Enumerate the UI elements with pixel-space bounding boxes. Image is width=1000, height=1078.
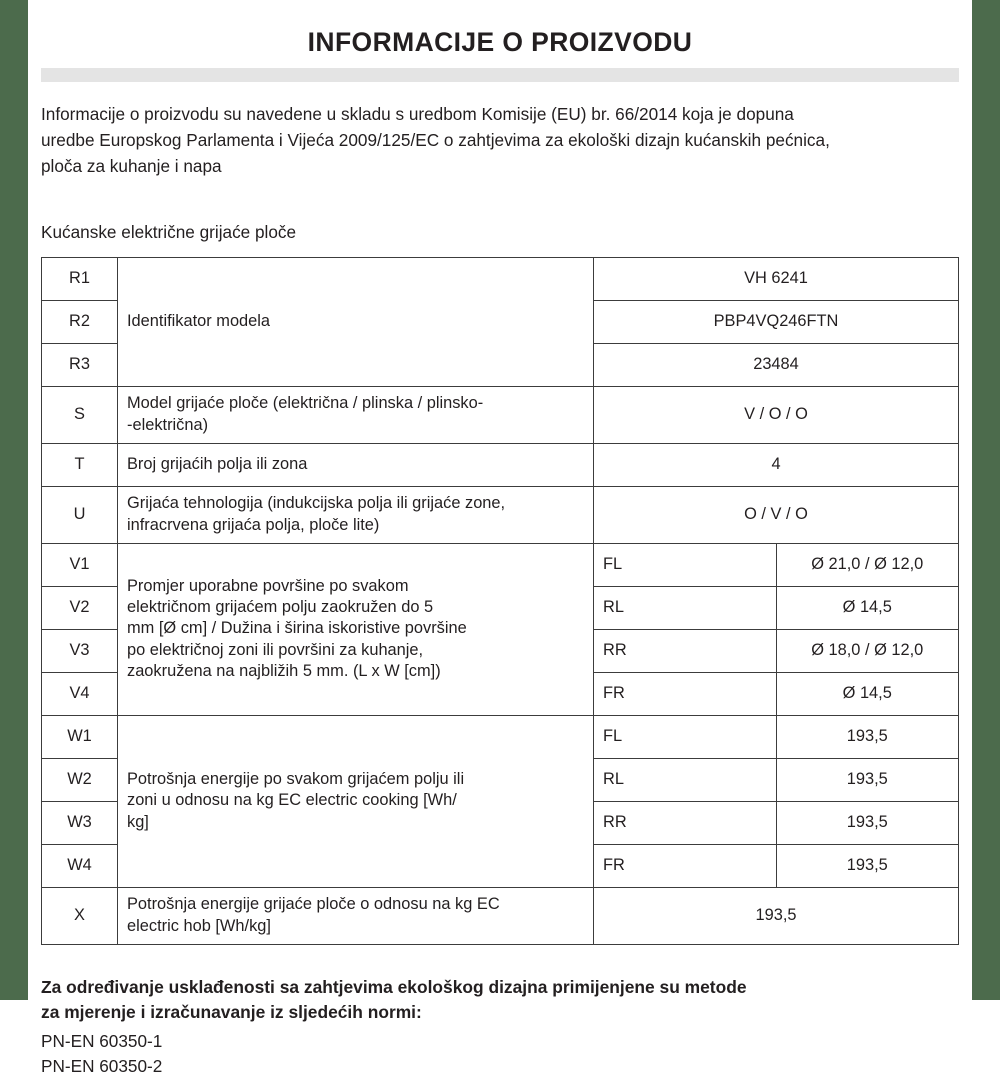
row-code-w1: W1: [42, 715, 118, 758]
row-value-t: 4: [594, 443, 959, 486]
table-row: [42, 386, 959, 443]
desc-line: mm [Ø cm] / Dužina i širina iskoristive površine: [127, 619, 467, 638]
row-value-r3: 23484: [594, 343, 959, 386]
row-position-v1: FL: [594, 543, 777, 586]
intro-paragraph: [41, 101, 959, 179]
intro-line-2: uredbe Europskog Parlamenta i Vijeća 2009/125/EC o zahtjevima za ekološki dizajn kućanskih pećnica,: [41, 130, 830, 151]
desc-line: electric hob [Wh/kg]: [127, 916, 271, 935]
row-value-v2: Ø 14,5: [776, 586, 959, 629]
row-value-w4: 193,5: [776, 844, 959, 887]
row-value-r1: VH 6241: [594, 257, 959, 300]
desc-line: Model grijaće ploče (električna / plinska / plinsko-: [127, 394, 484, 413]
row-code-v3: V3: [42, 629, 118, 672]
table-row: [42, 443, 959, 486]
row-description-energy-consumption-hob: [118, 887, 594, 944]
row-value-v3: Ø 18,0 / Ø 12,0: [776, 629, 959, 672]
table-row: [42, 257, 959, 300]
desc-line: Potrošnja energije grijaće ploče o odnosu na kg EC: [127, 895, 500, 914]
title-divider: [41, 68, 959, 82]
row-position-w1: FL: [594, 715, 777, 758]
row-value-w2: 193,5: [776, 758, 959, 801]
row-value-w3: 193,5: [776, 801, 959, 844]
row-code-r3: R3: [42, 343, 118, 386]
row-description-number-of-zones: Broj grijaćih polja ili zona: [118, 443, 594, 486]
row-position-w4: FR: [594, 844, 777, 887]
row-description-model-identifier: Identifikator modela: [118, 257, 594, 386]
row-description-heating-technology: [118, 486, 594, 543]
intro-line-3: ploča za kuhanje i napa: [41, 156, 222, 177]
row-code-t: T: [42, 443, 118, 486]
row-code-w2: W2: [42, 758, 118, 801]
table-row: [42, 715, 959, 758]
row-code-v4: V4: [42, 672, 118, 715]
row-position-w2: RL: [594, 758, 777, 801]
desc-line: Promjer uporabne površine po svakom: [127, 576, 409, 595]
desc-line: kg]: [127, 812, 149, 831]
row-position-v4: FR: [594, 672, 777, 715]
row-code-v2: V2: [42, 586, 118, 629]
desc-line: Grijaća tehnologija (indukcijska polja ili grijaće zone,: [127, 494, 506, 513]
desc-line: infracrvena grijaća polja, ploče lite): [127, 515, 380, 534]
row-code-w4: W4: [42, 844, 118, 887]
desc-line: zaokružena na najbližih 5 mm. (L x W [cm]): [127, 662, 441, 681]
row-value-w1: 193,5: [776, 715, 959, 758]
table-row: [42, 543, 959, 586]
row-value-u: O / V / O: [594, 486, 959, 543]
row-code-x: X: [42, 887, 118, 944]
standard-item: PN-EN 60350-2: [41, 1055, 163, 1076]
table-row: [42, 887, 959, 944]
row-code-v1: V1: [42, 543, 118, 586]
row-code-w3: W3: [42, 801, 118, 844]
row-description-useful-surface-diameter: [118, 543, 594, 715]
intro-line-1: Informacije o proizvodu su navedene u skladu s uredbom Komisije (EU) br. 66/2014 koja je dopuna: [41, 104, 794, 125]
compliance-note-line-2: za mjerenje i izračunavanje iz sljedećih normi:: [41, 1001, 422, 1022]
row-description-hob-type: [118, 386, 594, 443]
document-content: [41, 0, 959, 1078]
document-sheet: [28, 0, 972, 1076]
desc-line: zoni u odnosu na kg EC electric cooking [Wh/: [127, 791, 457, 810]
row-code-r2: R2: [42, 300, 118, 343]
row-code-u: U: [42, 486, 118, 543]
section-subheading: Kućanske električne grijaće ploče: [41, 221, 297, 242]
desc-line: električnom grijaćem polju zaokružen do 5: [127, 598, 434, 617]
row-position-v3: RR: [594, 629, 777, 672]
page-title: INFORMACIJE O PROIZVODU: [307, 27, 693, 57]
compliance-note-line-1: Za određivanje usklađenosti sa zahtjevima ekološkog dizajna primijenjene su metode: [41, 976, 747, 997]
row-value-x: 193,5: [594, 887, 959, 944]
desc-line: Potrošnja energije po svakom grijaćem polju ili: [127, 770, 465, 789]
product-specification-table: [41, 257, 959, 945]
row-description-energy-consumption-per-zone: [118, 715, 594, 887]
row-value-v1: Ø 21,0 / Ø 12,0: [776, 543, 959, 586]
desc-line: po električnoj zoni ili površini za kuhanje,: [127, 640, 424, 659]
row-code-s: S: [42, 386, 118, 443]
row-value-r2: PBP4VQ246FTN: [594, 300, 959, 343]
row-value-s: V / O / O: [594, 386, 959, 443]
table-row: [42, 486, 959, 543]
standards-list: [41, 1029, 959, 1078]
row-position-v2: RL: [594, 586, 777, 629]
standard-item: PN-EN 60350-1: [41, 1031, 163, 1052]
desc-line: -električna): [127, 415, 209, 434]
row-value-v4: Ø 14,5: [776, 672, 959, 715]
row-code-r1: R1: [42, 257, 118, 300]
row-position-w3: RR: [594, 801, 777, 844]
